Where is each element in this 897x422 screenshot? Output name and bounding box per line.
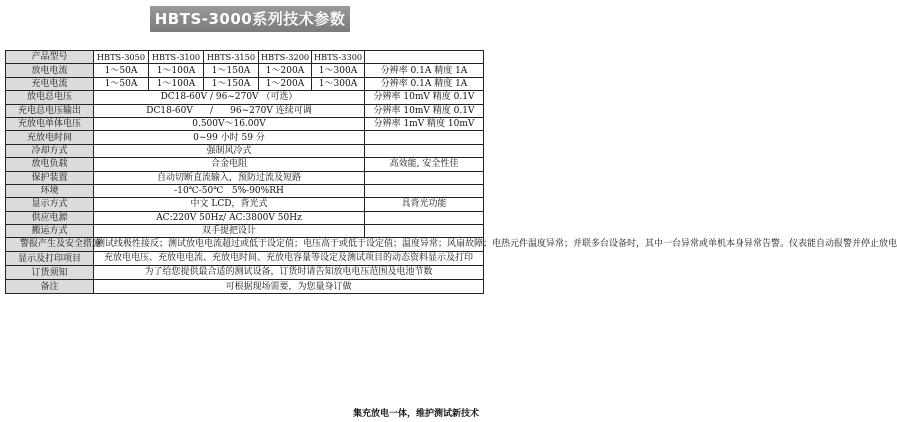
row-label: 充放电时间 — [6, 131, 94, 144]
table-row-carry — [6, 225, 484, 238]
value-cell: 可根据现场需要，为您量身订做 — [94, 280, 484, 293]
value-cell: 强制风冷式 — [94, 144, 365, 157]
value-cell: -10℃-50℃ 5%-90%RH — [94, 184, 365, 197]
note-cell: 分辨率 0.1A 精度 1A — [365, 64, 484, 77]
row-label: 冷却方式 — [6, 144, 94, 157]
value-cell: 自动切断直流输入，预防过流及短路 — [94, 171, 365, 184]
value-cell: 充放电电压、充放电电流、充放电时间、充放电容量等设定及测试项目的动态资料显示及打印 — [94, 252, 484, 266]
row-label: 警报产生及安全措施 — [6, 238, 94, 252]
value-cell: 1～200A — [259, 64, 312, 77]
note-cell: 分辨率 0.1A 精度 1A — [365, 77, 484, 90]
row-label: 放电总电压 — [6, 91, 94, 104]
model-cell: HBTS-3100 — [149, 51, 204, 64]
value-cell: 为了给您提供最合适的测试设备，订货时请告知放电电压范围及电池节数 — [94, 266, 484, 280]
table-row-environment — [6, 184, 484, 197]
note-cell: 分辨率 1mV 精度 10mV — [365, 117, 484, 130]
value-cell: 1～300A — [312, 64, 365, 77]
value-cell: DC18-60V / 96~270V 连续可调 — [94, 104, 365, 117]
row-label: 显示及打印项目 — [6, 252, 94, 266]
model-cell: HBTS-3050 — [94, 51, 149, 64]
row-label: 充放电单体电压 — [6, 117, 94, 130]
value-cell: 合金电阻 — [94, 158, 365, 171]
value-cell: 中文 LCD，背光式 — [94, 198, 365, 211]
row-label: 放电电流 — [6, 64, 94, 77]
value-cell: 1～100A — [149, 77, 204, 90]
value-cell: 1～200A — [259, 77, 312, 90]
table-row-ordering — [6, 266, 484, 280]
value-cell: 1～100A — [149, 64, 204, 77]
row-label: 搬运方式 — [6, 225, 94, 238]
table-row-model — [6, 51, 484, 64]
empty-cell — [365, 144, 484, 157]
row-label: 放电负载 — [6, 158, 94, 171]
empty-cell — [365, 51, 484, 64]
table-row-display — [6, 198, 484, 211]
empty-cell — [365, 131, 484, 144]
value-cell: 0~99 小时 59 分 — [94, 131, 365, 144]
value-cell: DC18-60V / 96~270V （可选） — [94, 91, 365, 104]
row-label: 供应电源 — [6, 211, 94, 224]
note-cell: 分辨率 10mV 精度 0.1V — [365, 104, 484, 117]
row-label: 产品型号 — [6, 51, 94, 64]
table-row-discharge-load — [6, 158, 484, 171]
table-row-cycle-time — [6, 131, 484, 144]
table-row-protection — [6, 171, 484, 184]
empty-cell — [365, 211, 484, 224]
note-cell: 具背光功能 — [365, 198, 484, 211]
model-cell: HBTS-3200 — [259, 51, 312, 64]
value-cell: 1～50A — [94, 77, 149, 90]
table-row-alarm — [6, 238, 484, 252]
row-label: 显示方式 — [6, 198, 94, 211]
note-cell: 高效能, 安全性佳 — [365, 158, 484, 171]
note-cell: 分辨率 10mV 精度 0.1V — [365, 91, 484, 104]
row-label: 充电电流 — [6, 77, 94, 90]
table-row-cell-voltage — [6, 117, 484, 130]
value-cell: 双手提把设计 — [94, 225, 365, 238]
page-title: HBTS-3000系列技术参数 — [150, 6, 350, 32]
value-cell: 0.500V～16.00V — [94, 117, 365, 130]
value-cell: 1～50A — [94, 64, 149, 77]
table-row-remarks — [6, 280, 484, 293]
value-cell: 1～300A — [312, 77, 365, 90]
table-row-display-print — [6, 252, 484, 266]
row-label: 订货须知 — [6, 266, 94, 280]
model-cell: HBTS-3150 — [204, 51, 259, 64]
value-cell: 1～150A — [204, 64, 259, 77]
row-label: 环境 — [6, 184, 94, 197]
row-label: 保护装置 — [6, 171, 94, 184]
footer-slogan: 集充放电一体，维护测试新技术 — [352, 409, 479, 419]
table-row-charge-total-voltage — [6, 104, 484, 117]
model-cell: HBTS-3300 — [312, 51, 365, 64]
row-label: 备注 — [6, 280, 94, 293]
empty-cell — [365, 171, 484, 184]
row-label: 充电总电压输出 — [6, 104, 94, 117]
table-row-discharge-current — [6, 64, 484, 77]
table-row-charge-current — [6, 77, 484, 90]
table-row-discharge-total-voltage — [6, 91, 484, 104]
table-row-cooling — [6, 144, 484, 157]
empty-cell — [365, 184, 484, 197]
empty-cell — [365, 225, 484, 238]
table-row-power — [6, 211, 484, 224]
spec-table — [5, 50, 897, 294]
value-cell: 1～150A — [204, 77, 259, 90]
value-cell: 测试线极性接反；测试放电电流超过或低于设定值；电压高于或低于设定值；温度异常；风扇故障；电热元件温度异常；并联多台设备时，其中一台异常或单机本身异常告警。仪表能自动报警并停止放电 — [94, 238, 484, 252]
value-cell: AC:220V 50Hz/ AC:3800V 50Hz — [94, 211, 365, 224]
